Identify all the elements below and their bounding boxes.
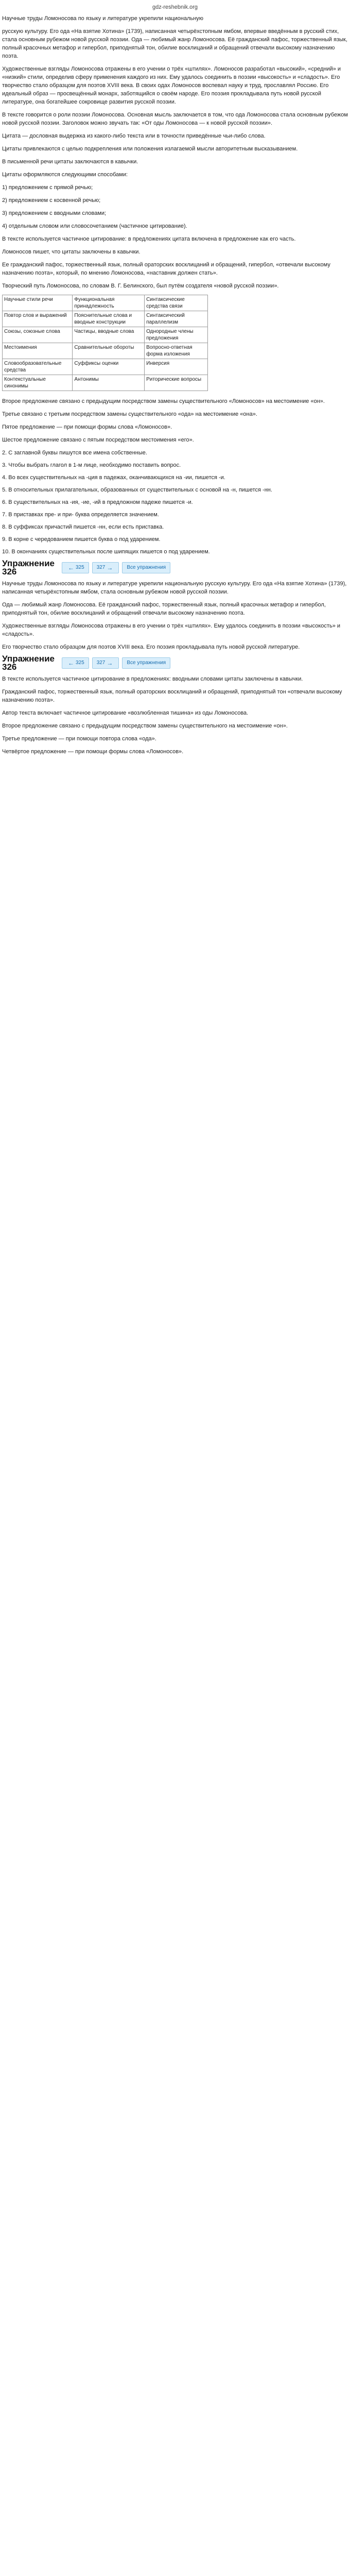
paragraph: Его творчество стало образцом для поэтов XVIII века. Его поэзия прокладывала путь новой русской литературе. — [2, 644, 300, 650]
exercise-title: Упражнение 326 — [2, 558, 55, 577]
paragraph: В тексте используется частичное цитирование: в предложениях цитата включена в предложение как его часть. — [2, 236, 296, 242]
analysis-table — [2, 295, 208, 391]
table-cell: Инверсия — [145, 359, 208, 375]
next-exercise-label: 327 — [96, 660, 106, 666]
paragraph: Научные труды Ломоносова по языку и литературе укрепили национальную — [2, 15, 204, 22]
site-header: gdz-reshebnik.org — [152, 4, 198, 10]
paragraph: 4) отдельным словом или словосочетанием (частичное цитирование). — [2, 223, 187, 229]
table-cell: Риторические вопросы — [145, 375, 208, 391]
paragraph: русскую культуру. Его ода «На взятие Хотина» (1739), написанная четырёхстопным ямбом, впервые введённым в русский стих, стала основным рубежом новой русской поэзии. Ода — любимый жанр Ломоносова. Её гражданский пафос, торжественный язык, полный красочных метафор и гипербол, приподнятый тон, обилие восклицаний и обращений отвечали высокому назначению поэта. — [2, 28, 347, 59]
paragraph: Цитаты оформляются следующими способами: — [2, 172, 128, 178]
table-cell: Сравнительные обороты — [73, 343, 145, 359]
table-cell: Повтор слов и выражений — [3, 311, 73, 327]
all-exercises-button[interactable]: Все упражнения — [122, 562, 170, 573]
table-row — [3, 295, 208, 311]
page — [0, 0, 350, 771]
paragraph: 2) предложением с косвенной речью; — [2, 197, 101, 204]
table-cell: Синтаксические средства связи — [145, 295, 208, 311]
paragraph: 1) предложением с прямой речью; — [2, 184, 93, 191]
list-item: 4. Во всех существительных на -ция в падежах, оканчивающихся на -ии, пишется -и. — [2, 474, 225, 481]
table-row — [3, 359, 208, 375]
section-1 — [2, 14, 348, 106]
paragraph: Шестое предложение связано с пятым посредством местоимения «его». — [2, 437, 194, 443]
paragraph: В тексте говорится о роли поэзии Ломоносова. Основная мысль заключается в том, что ода Ломоносова стала основным рубежом новой русской поэзии. Заголовок можно звучать так: «От оды Ломоносова — к новой русской поэзии». — [2, 112, 348, 126]
arrow-right-icon: → — [107, 564, 113, 571]
prev-exercise-label: 325 — [76, 565, 84, 570]
table-cell: Однородные члены предложения — [145, 327, 208, 343]
paragraph: Второе предложение связано с предыдущим посредством замены существительного «Ломоносов» на местоимение «он». — [2, 398, 325, 404]
table-cell: Местоимения — [3, 343, 73, 359]
arrow-left-icon: ← — [68, 659, 74, 667]
paragraph: В письменной речи цитаты заключаются в кавычки. — [2, 159, 138, 165]
section-2 — [2, 111, 348, 230]
table-cell: Антонимы — [73, 375, 145, 391]
paragraph: Художественные взгляды Ломоносова отражены в его учении о трёх «штилях». Ему удалось соединить в поэзии «высокость» и «сладость». — [2, 623, 341, 637]
paragraph: Ее гражданский пафос, торжественный язык, полный ораторских восклицаний и обращений, гипербол, «отвечали высокому назначению поэта», который, по мнению Ломоносова, «наставник должен стать». — [2, 262, 330, 276]
table-row — [3, 375, 208, 391]
table-cell: Вопросно-ответная форма изложения — [145, 343, 208, 359]
paragraph: В тексте используется частичное цитирование в предложениях: вводными словами цитаты заключены в кавычки. — [2, 676, 303, 682]
arrow-left-icon: ← — [68, 564, 74, 571]
section-4 — [2, 397, 348, 444]
table-cell: Научные стили речи — [3, 295, 73, 311]
arrow-right-icon: → — [107, 659, 113, 667]
paragraph: Ломоносов пишет, что цитаты заключены в кавычки. — [2, 249, 141, 255]
table-cell: Словообразовательные средства — [3, 359, 73, 375]
list-item: 3. Чтобы выбрать глагол в 1-м лице, необходимо поставить вопрос. — [2, 462, 181, 468]
prev-exercise-button[interactable] — [62, 562, 89, 573]
table-cell: Функциональная принадлежность — [73, 295, 145, 311]
paragraph: Творческий путь Ломоносова, по словам В. Г. Белинского, был путём создателя «новой русской поэзии». — [2, 283, 279, 289]
table-row — [3, 343, 208, 359]
list-item: 9. В корне с чередованием пишется буква о под ударением. — [2, 536, 161, 543]
list-item: 7. В приставках пре- и при- буква определяется значением. — [2, 512, 159, 518]
table-cell: Синтаксический параллелизм — [145, 311, 208, 327]
list-item: 5. В относительных прилагательных, образованных от существительных с основой на -н, пишется -нн. — [2, 487, 272, 493]
paragraph: Ода — любимый жанр Ломоносова. Её гражданский пафос, торжественный язык, полный красочных метафор и гипербол, приподнятый тон, обилие восклицаний и обращений отвечали высокому назначению поэта. — [2, 602, 326, 616]
table-cell: Союзы, союзные слова — [3, 327, 73, 343]
list-item: 6. В существительных на -ия, -ие, -ий в предложном падеже пишется -и. — [2, 499, 193, 505]
rules-list — [2, 449, 348, 556]
list-item: 10. В окончаниях существительных после шипящих пишется о под ударением. — [2, 549, 210, 555]
section-5 — [2, 580, 348, 651]
paragraph: Четвёртое предложение — при помощи формы слова «Ломоносов». — [2, 749, 184, 755]
table-cell: Частицы, вводные слова — [73, 327, 145, 343]
paragraph: Художественные взгляды Ломоносова отражены в его учении о трёх «штилях». Ломоносов разработал «высокий», «средний» и «низкий» стили, определив сферу применения каждого из них. Ему удалось соединить в поэзии «высокость» и «сладость». Его творчество стало образцом для поэтов XVIII века. В своих одах Ломоносов воспевал науку и труд, прославлял Россию. Его идеальный образ — просвещённый монарх, заботящийся о своём народе. Его поэзия прокладывала путь новой русской литературе, она богатейшее сокровище развития русской поэзии. — [2, 66, 341, 105]
paragraph: 3) предложением с вводными словами; — [2, 210, 107, 216]
all-exercises-button[interactable]: Все упражнения — [122, 657, 170, 669]
paragraph: Гражданский пафос, торжественный язык, полный ораторских восклицаний и обращений, приподнятый тон «отвечали высокому назначению поэта». — [2, 689, 342, 703]
table-cell: Контекстуальные синонимы — [3, 375, 73, 391]
paragraph: Третье связано с третьим посредством замены существительного «ода» на местоимение «она». — [2, 411, 257, 417]
paragraph: Второе предложение связано с предыдущим посредством замены существительного на местоимение «он». — [2, 723, 288, 729]
section-3 — [2, 235, 348, 290]
section-6 — [2, 675, 348, 756]
paragraph: Научные труды Ломоносова по языку и литературе укрепили национальную русскую культуру. Его ода «На взятие Хотина» (1739), написанная четырёхстопным ямбом, стала основным рубежом новой русской поэзии. — [2, 581, 347, 595]
paragraph: Цитаты привлекаются с целью подкрепления или положения излагаемой мысли авторитетным высказыванием. — [2, 146, 298, 152]
list-item: 8. В суффиксах причастий пишется -нн, если есть приставка. — [2, 524, 164, 530]
prev-exercise-button[interactable] — [62, 657, 89, 669]
table-cell: Пояснительные слова и вводные конструкции — [73, 311, 145, 327]
table-row — [3, 311, 208, 327]
table-cell: Суффиксы оценки — [73, 359, 145, 375]
paragraph: Третье предложение — при помощи повтора слова «ода». — [2, 736, 156, 742]
paragraph: Цитата — дословная выдержка из какого-либо текста или в точности приведённые чьи-либо слова. — [2, 133, 266, 139]
exercise-nav — [2, 558, 348, 577]
prev-exercise-label: 325 — [76, 660, 84, 666]
exercise-nav-2 — [2, 656, 348, 670]
paragraph: Пятое предложение — при помощи формы слова «Ломоносов». — [2, 424, 172, 430]
list-item: 2. С заглавной буквы пишутся все имена собственные. — [2, 450, 147, 456]
next-exercise-label: 327 — [96, 565, 106, 570]
next-exercise-button[interactable] — [92, 562, 119, 573]
next-exercise-button[interactable] — [92, 657, 119, 669]
table-row — [3, 327, 208, 343]
exercise-title: Упражнение 326 — [2, 654, 55, 672]
paragraph: Автор текста включает частичное цитирование «возлюбленная тишина» из оды Ломоносова. — [2, 710, 249, 716]
